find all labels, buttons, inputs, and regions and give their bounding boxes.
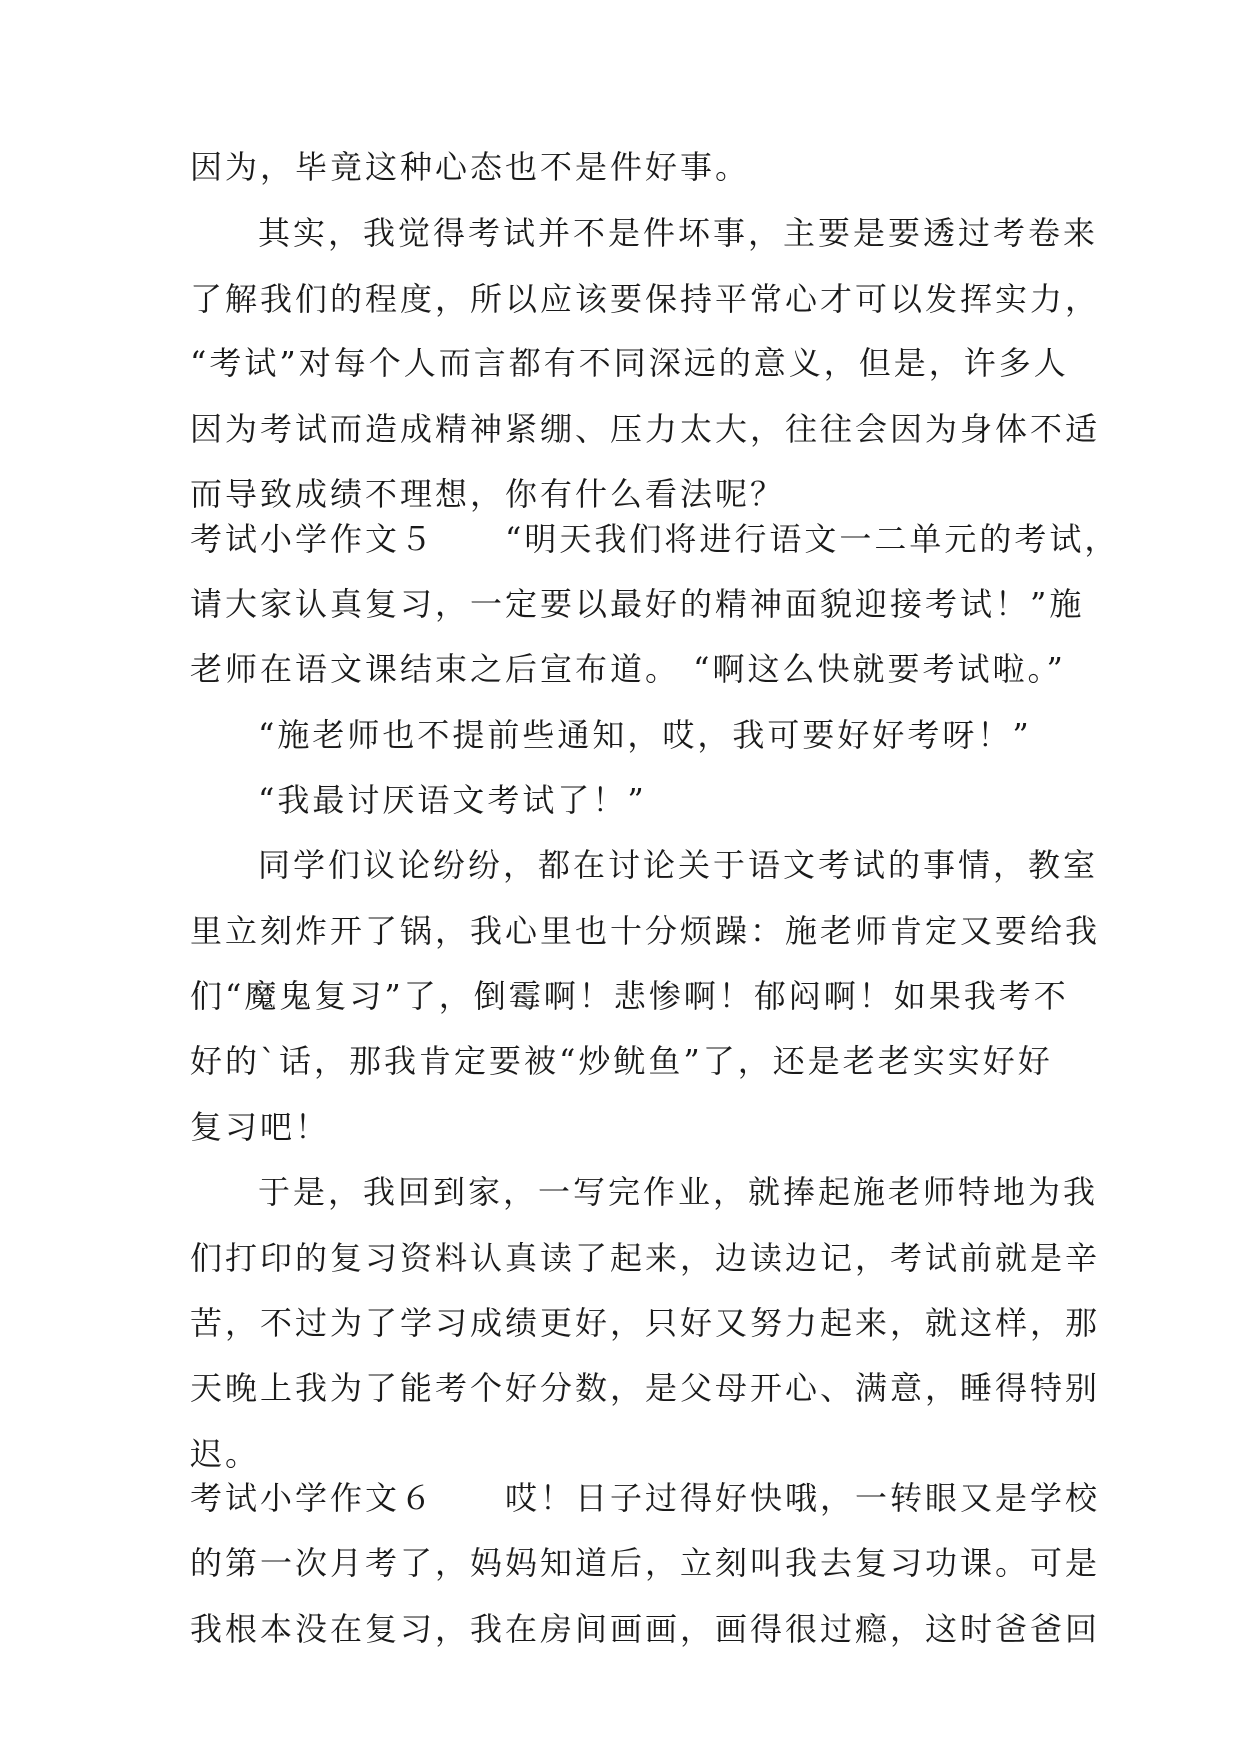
text-line: 哎！日子过得好快哦，一转眼又是学校	[505, 1479, 1101, 1517]
text-line: 其实，我觉得考试并不是件坏事，主要是要透过考卷来	[258, 214, 1099, 252]
text-line: 我根本没在复习，我在房间画画，画得很过瘾，这时爸爸回	[190, 1610, 1101, 1648]
text-line: 好的`话，那我肯定要被“炒鱿鱼”了，还是老老实实好好	[190, 1042, 1053, 1080]
essay-heading-line	[190, 519, 1119, 559]
essay-heading: 考试小学作文５	[190, 520, 436, 558]
text-line: “考试”对每个人而言都有不同深远的意义，但是，许多人	[190, 344, 1069, 382]
text-line: 因为，毕竟这种心态也不是件好事。	[190, 148, 751, 186]
text-line: 老师在语文课结束之后宣布道。 “啊这么快就要考试啦。”	[190, 650, 1066, 688]
text-line: 苦，不过为了学习成绩更好，只好又努力起来，就这样，那	[190, 1304, 1101, 1342]
text-line: 了解我们的程度，所以应该要保持平常心才可以发挥实力，	[190, 280, 1101, 318]
text-line: 因为考试而造成精神紧绷、压力太大，往往会因为身体不适	[190, 410, 1101, 448]
text-line: 们打印的复习资料认真读了起来，边读边记，考试前就是辛	[190, 1239, 1101, 1277]
text-line: 于是，我回到家，一写完作业，就捧起施老师特地为我	[258, 1173, 1099, 1211]
text-line: “明天我们将进行语文一二单元的考试，	[505, 520, 1120, 558]
essay-heading: 考试小学作文６	[190, 1479, 436, 1517]
text-line: 复习吧！	[190, 1108, 331, 1146]
text-line: 的第一次月考了，妈妈知道后，立刻叫我去复习功课。可是	[190, 1544, 1101, 1582]
text-line: 天晚上我为了能考个好分数，是父母开心、满意，睡得特别	[190, 1369, 1101, 1407]
text-line: 请大家认真复习，一定要以最好的精神面貌迎接考试！”施	[190, 585, 1085, 623]
text-line: “施老师也不提前些通知，哎，我可要好好考呀！”	[258, 716, 1032, 754]
text-line: 而导致成绩不理想，你有什么看法呢？	[190, 475, 786, 513]
text-line: 们“魔鬼复习”了，倒霉啊！悲惨啊！郁闷啊！如果我考不	[190, 977, 1069, 1015]
text-line: 同学们议论纷纷，都在讨论关于语文考试的事情，教室	[258, 846, 1099, 884]
text-line: “我最讨厌语文考试了！”	[258, 781, 647, 819]
text-line: 里立刻炸开了锅，我心里也十分烦躁：施老师肯定又要给我	[190, 912, 1101, 950]
essay-heading-line	[190, 1478, 1100, 1518]
text-line: 迟。	[190, 1435, 261, 1473]
